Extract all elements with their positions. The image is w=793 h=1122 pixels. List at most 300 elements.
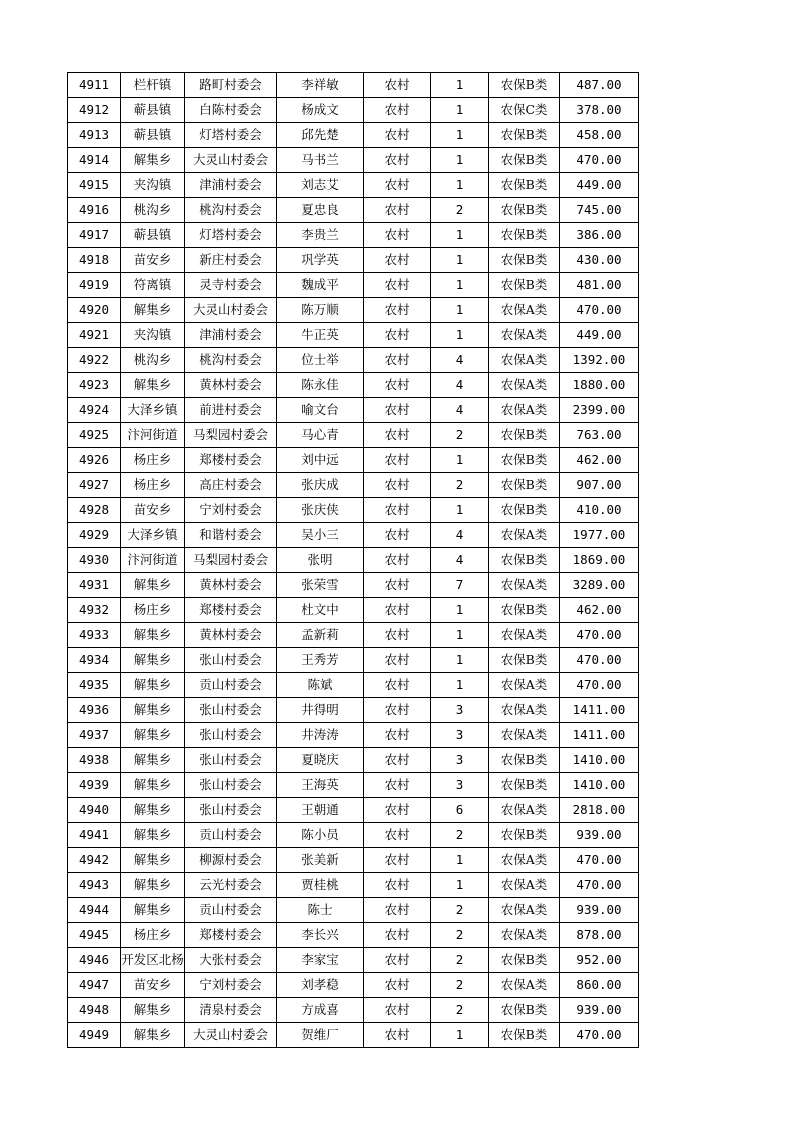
cell-area: 农村	[364, 798, 431, 823]
cell-amount: 470.00	[560, 673, 639, 698]
cell-area: 农村	[364, 248, 431, 273]
cell-amount: 2818.00	[560, 798, 639, 823]
cell-id: 4936	[68, 698, 121, 723]
cell-name: 贾桂桃	[277, 873, 364, 898]
cell-amount: 410.00	[560, 498, 639, 523]
cell-town: 解集乡	[121, 298, 185, 323]
cell-area: 农村	[364, 98, 431, 123]
cell-village: 云光村委会	[185, 873, 277, 898]
cell-town: 解集乡	[121, 573, 185, 598]
table-row	[68, 348, 639, 373]
cell-area: 农村	[364, 548, 431, 573]
cell-id: 4942	[68, 848, 121, 873]
cell-id: 4925	[68, 423, 121, 448]
cell-category: 农保B类	[489, 998, 560, 1023]
cell-id: 4922	[68, 348, 121, 373]
table-row	[68, 523, 639, 548]
cell-amount: 1410.00	[560, 773, 639, 798]
cell-count: 2	[431, 198, 489, 223]
cell-category: 农保B类	[489, 448, 560, 473]
cell-category: 农保A类	[489, 323, 560, 348]
cell-area: 农村	[364, 148, 431, 173]
cell-amount: 907.00	[560, 473, 639, 498]
cell-category: 农保B类	[489, 498, 560, 523]
cell-village: 贡山村委会	[185, 898, 277, 923]
cell-amount: 952.00	[560, 948, 639, 973]
cell-amount: 763.00	[560, 423, 639, 448]
table-row	[68, 648, 639, 673]
cell-id: 4944	[68, 898, 121, 923]
cell-name: 张荣雪	[277, 573, 364, 598]
cell-name: 李长兴	[277, 923, 364, 948]
cell-town: 杨庄乡	[121, 598, 185, 623]
cell-category: 农保A类	[489, 973, 560, 998]
cell-category: 农保A类	[489, 898, 560, 923]
cell-town: 杨庄乡	[121, 923, 185, 948]
cell-category: 农保A类	[489, 398, 560, 423]
cell-category: 农保B类	[489, 248, 560, 273]
cell-area: 农村	[364, 673, 431, 698]
cell-category: 农保B类	[489, 823, 560, 848]
cell-village: 大灵山村委会	[185, 298, 277, 323]
cell-town: 苗安乡	[121, 973, 185, 998]
cell-name: 张明	[277, 548, 364, 573]
cell-area: 农村	[364, 748, 431, 773]
cell-name: 刘志艾	[277, 173, 364, 198]
cell-amount: 470.00	[560, 848, 639, 873]
cell-count: 1	[431, 648, 489, 673]
table-row	[68, 623, 639, 648]
cell-id: 4923	[68, 373, 121, 398]
cell-name: 夏晓庆	[277, 748, 364, 773]
cell-category: 农保A类	[489, 523, 560, 548]
cell-category: 农保B类	[489, 223, 560, 248]
cell-amount: 449.00	[560, 323, 639, 348]
cell-name: 王秀芳	[277, 648, 364, 673]
cell-town: 解集乡	[121, 698, 185, 723]
cell-village: 贡山村委会	[185, 673, 277, 698]
cell-area: 农村	[364, 223, 431, 248]
cell-amount: 939.00	[560, 898, 639, 923]
cell-name: 陈万顺	[277, 298, 364, 323]
cell-id: 4929	[68, 523, 121, 548]
table-row	[68, 773, 639, 798]
cell-name: 贺维厂	[277, 1023, 364, 1048]
cell-name: 张庆成	[277, 473, 364, 498]
cell-town: 解集乡	[121, 1023, 185, 1048]
cell-count: 2	[431, 973, 489, 998]
cell-town: 杨庄乡	[121, 473, 185, 498]
cell-town: 解集乡	[121, 848, 185, 873]
table-row	[68, 873, 639, 898]
cell-village: 白陈村委会	[185, 98, 277, 123]
cell-count: 4	[431, 548, 489, 573]
cell-town: 夹沟镇	[121, 173, 185, 198]
cell-count: 4	[431, 523, 489, 548]
cell-category: 农保B类	[489, 123, 560, 148]
cell-category: 农保B类	[489, 598, 560, 623]
cell-name: 陈斌	[277, 673, 364, 698]
table-row	[68, 823, 639, 848]
cell-amount: 1410.00	[560, 748, 639, 773]
cell-town: 蕲县镇	[121, 98, 185, 123]
cell-count: 2	[431, 948, 489, 973]
cell-town: 蕲县镇	[121, 223, 185, 248]
cell-area: 农村	[364, 973, 431, 998]
cell-id: 4918	[68, 248, 121, 273]
cell-category: 农保B类	[489, 148, 560, 173]
table-row	[68, 298, 639, 323]
cell-village: 黄林村委会	[185, 623, 277, 648]
cell-category: 农保B类	[489, 173, 560, 198]
cell-count: 1	[431, 598, 489, 623]
cell-id: 4939	[68, 773, 121, 798]
cell-category: 农保A类	[489, 623, 560, 648]
cell-area: 农村	[364, 198, 431, 223]
cell-village: 津浦村委会	[185, 173, 277, 198]
cell-town: 解集乡	[121, 898, 185, 923]
cell-town: 蕲县镇	[121, 123, 185, 148]
cell-village: 张山村委会	[185, 773, 277, 798]
cell-town: 解集乡	[121, 748, 185, 773]
cell-village: 张山村委会	[185, 698, 277, 723]
cell-id: 4913	[68, 123, 121, 148]
cell-village: 路町村委会	[185, 73, 277, 98]
cell-village: 郑楼村委会	[185, 923, 277, 948]
cell-town: 汴河街道	[121, 423, 185, 448]
cell-amount: 487.00	[560, 73, 639, 98]
cell-amount: 1869.00	[560, 548, 639, 573]
cell-area: 农村	[364, 623, 431, 648]
cell-amount: 1977.00	[560, 523, 639, 548]
cell-area: 农村	[364, 298, 431, 323]
table-row	[68, 123, 639, 148]
cell-town: 解集乡	[121, 998, 185, 1023]
cell-town: 解集乡	[121, 648, 185, 673]
cell-village: 新庄村委会	[185, 248, 277, 273]
cell-amount: 430.00	[560, 248, 639, 273]
table-row	[68, 473, 639, 498]
cell-village: 张山村委会	[185, 648, 277, 673]
cell-name: 马书兰	[277, 148, 364, 173]
cell-town: 解集乡	[121, 148, 185, 173]
cell-town: 杨庄乡	[121, 448, 185, 473]
table-row	[68, 548, 639, 573]
cell-area: 农村	[364, 848, 431, 873]
table-row	[68, 573, 639, 598]
cell-village: 张山村委会	[185, 748, 277, 773]
cell-amount: 470.00	[560, 298, 639, 323]
cell-amount: 462.00	[560, 448, 639, 473]
cell-name: 吴小三	[277, 523, 364, 548]
cell-village: 桃沟村委会	[185, 348, 277, 373]
cell-category: 农保A类	[489, 798, 560, 823]
table-row	[68, 423, 639, 448]
table-row	[68, 673, 639, 698]
table-row	[68, 1023, 639, 1048]
cell-category: 农保B类	[489, 273, 560, 298]
cell-id: 4934	[68, 648, 121, 673]
table-row	[68, 498, 639, 523]
cell-count: 1	[431, 873, 489, 898]
cell-category: 农保A类	[489, 573, 560, 598]
cell-count: 7	[431, 573, 489, 598]
cell-name: 魏成平	[277, 273, 364, 298]
cell-id: 4914	[68, 148, 121, 173]
cell-village: 马梨园村委会	[185, 423, 277, 448]
cell-category: 农保B类	[489, 73, 560, 98]
cell-name: 张美新	[277, 848, 364, 873]
cell-amount: 745.00	[560, 198, 639, 223]
cell-count: 2	[431, 823, 489, 848]
cell-area: 农村	[364, 698, 431, 723]
cell-name: 李祥敏	[277, 73, 364, 98]
records-body	[68, 73, 639, 1048]
cell-village: 张山村委会	[185, 723, 277, 748]
cell-village: 清泉村委会	[185, 998, 277, 1023]
cell-id: 4937	[68, 723, 121, 748]
cell-area: 农村	[364, 348, 431, 373]
cell-area: 农村	[364, 423, 431, 448]
cell-area: 农村	[364, 1023, 431, 1048]
cell-category: 农保A类	[489, 673, 560, 698]
cell-amount: 1411.00	[560, 723, 639, 748]
cell-area: 农村	[364, 273, 431, 298]
cell-area: 农村	[364, 73, 431, 98]
cell-area: 农村	[364, 323, 431, 348]
cell-name: 陈永佳	[277, 373, 364, 398]
cell-area: 农村	[364, 473, 431, 498]
cell-id: 4919	[68, 273, 121, 298]
cell-id: 4948	[68, 998, 121, 1023]
cell-amount: 470.00	[560, 648, 639, 673]
cell-amount: 470.00	[560, 623, 639, 648]
cell-village: 灯塔村委会	[185, 223, 277, 248]
cell-amount: 378.00	[560, 98, 639, 123]
cell-amount: 3289.00	[560, 573, 639, 598]
cell-category: 农保B类	[489, 648, 560, 673]
cell-name: 杜文中	[277, 598, 364, 623]
cell-village: 前进村委会	[185, 398, 277, 423]
cell-category: 农保B类	[489, 198, 560, 223]
table-row	[68, 698, 639, 723]
cell-id: 4917	[68, 223, 121, 248]
cell-amount: 481.00	[560, 273, 639, 298]
cell-name: 杨成文	[277, 98, 364, 123]
table-row	[68, 323, 639, 348]
cell-area: 农村	[364, 523, 431, 548]
cell-area: 农村	[364, 723, 431, 748]
cell-name: 李贵兰	[277, 223, 364, 248]
cell-village: 马梨园村委会	[185, 548, 277, 573]
cell-town: 汴河街道	[121, 548, 185, 573]
table-row	[68, 448, 639, 473]
cell-village: 大张村委会	[185, 948, 277, 973]
table-row	[68, 373, 639, 398]
cell-village: 黄林村委会	[185, 573, 277, 598]
cell-name: 陈士	[277, 898, 364, 923]
cell-category: 农保A类	[489, 848, 560, 873]
cell-amount: 2399.00	[560, 398, 639, 423]
cell-id: 4946	[68, 948, 121, 973]
table-row	[68, 923, 639, 948]
cell-area: 农村	[364, 948, 431, 973]
cell-count: 1	[431, 123, 489, 148]
cell-amount: 462.00	[560, 598, 639, 623]
cell-category: 农保A类	[489, 698, 560, 723]
table-row	[68, 798, 639, 823]
cell-amount: 939.00	[560, 998, 639, 1023]
cell-village: 灵寺村委会	[185, 273, 277, 298]
cell-area: 农村	[364, 998, 431, 1023]
cell-count: 1	[431, 273, 489, 298]
table-row	[68, 948, 639, 973]
cell-amount: 939.00	[560, 823, 639, 848]
cell-name: 夏忠良	[277, 198, 364, 223]
cell-id: 4921	[68, 323, 121, 348]
cell-id: 4933	[68, 623, 121, 648]
cell-town: 苗安乡	[121, 498, 185, 523]
cell-count: 2	[431, 473, 489, 498]
cell-town: 解集乡	[121, 798, 185, 823]
table-row	[68, 898, 639, 923]
table-row	[68, 598, 639, 623]
cell-area: 农村	[364, 373, 431, 398]
cell-town: 开发区北杨	[121, 948, 185, 973]
cell-name: 王朝通	[277, 798, 364, 823]
cell-category: 农保B类	[489, 948, 560, 973]
table-row	[68, 998, 639, 1023]
cell-area: 农村	[364, 873, 431, 898]
cell-amount: 1392.00	[560, 348, 639, 373]
cell-name: 孟新莉	[277, 623, 364, 648]
cell-category: 农保B类	[489, 548, 560, 573]
table-row	[68, 973, 639, 998]
cell-id: 4949	[68, 1023, 121, 1048]
cell-area: 农村	[364, 448, 431, 473]
cell-id: 4930	[68, 548, 121, 573]
cell-town: 解集乡	[121, 673, 185, 698]
cell-category: 农保B类	[489, 1023, 560, 1048]
records-table	[67, 72, 639, 1048]
cell-id: 4927	[68, 473, 121, 498]
cell-town: 解集乡	[121, 773, 185, 798]
cell-amount: 470.00	[560, 873, 639, 898]
cell-count: 1	[431, 848, 489, 873]
cell-area: 农村	[364, 573, 431, 598]
cell-id: 4926	[68, 448, 121, 473]
cell-amount: 860.00	[560, 973, 639, 998]
cell-count: 3	[431, 748, 489, 773]
cell-village: 津浦村委会	[185, 323, 277, 348]
cell-village: 和谐村委会	[185, 523, 277, 548]
cell-area: 农村	[364, 598, 431, 623]
cell-count: 1	[431, 148, 489, 173]
cell-name: 刘孝稳	[277, 973, 364, 998]
cell-category: 农保A类	[489, 873, 560, 898]
cell-count: 2	[431, 998, 489, 1023]
cell-area: 农村	[364, 823, 431, 848]
cell-count: 1	[431, 298, 489, 323]
cell-name: 张庆侠	[277, 498, 364, 523]
cell-category: 农保B类	[489, 773, 560, 798]
table-row	[68, 848, 639, 873]
cell-count: 4	[431, 373, 489, 398]
cell-id: 4945	[68, 923, 121, 948]
cell-category: 农保A类	[489, 348, 560, 373]
cell-name: 牛正英	[277, 323, 364, 348]
cell-category: 农保A类	[489, 373, 560, 398]
cell-id: 4935	[68, 673, 121, 698]
cell-town: 桃沟乡	[121, 348, 185, 373]
cell-id: 4912	[68, 98, 121, 123]
cell-village: 贡山村委会	[185, 823, 277, 848]
cell-amount: 1411.00	[560, 698, 639, 723]
cell-count: 1	[431, 448, 489, 473]
cell-id: 4940	[68, 798, 121, 823]
cell-count: 1	[431, 498, 489, 523]
cell-amount: 458.00	[560, 123, 639, 148]
cell-town: 解集乡	[121, 623, 185, 648]
cell-area: 农村	[364, 498, 431, 523]
cell-count: 1	[431, 323, 489, 348]
table-row	[68, 248, 639, 273]
table-row	[68, 723, 639, 748]
cell-town: 栏杆镇	[121, 73, 185, 98]
cell-count: 2	[431, 898, 489, 923]
cell-count: 1	[431, 223, 489, 248]
cell-village: 宁刘村委会	[185, 973, 277, 998]
table-row	[68, 273, 639, 298]
cell-id: 4947	[68, 973, 121, 998]
cell-town: 夹沟镇	[121, 323, 185, 348]
cell-town: 符离镇	[121, 273, 185, 298]
cell-count: 1	[431, 1023, 489, 1048]
cell-name: 位士举	[277, 348, 364, 373]
cell-village: 大灵山村委会	[185, 1023, 277, 1048]
cell-id: 4920	[68, 298, 121, 323]
cell-count: 2	[431, 423, 489, 448]
cell-name: 李家宝	[277, 948, 364, 973]
cell-count: 2	[431, 923, 489, 948]
cell-id: 4916	[68, 198, 121, 223]
table-row	[68, 198, 639, 223]
cell-area: 农村	[364, 398, 431, 423]
cell-town: 大泽乡镇	[121, 398, 185, 423]
cell-category: 农保B类	[489, 423, 560, 448]
cell-village: 黄林村委会	[185, 373, 277, 398]
cell-name: 巩学英	[277, 248, 364, 273]
table-row	[68, 98, 639, 123]
cell-count: 1	[431, 673, 489, 698]
table-row	[68, 223, 639, 248]
cell-amount: 878.00	[560, 923, 639, 948]
cell-name: 方成喜	[277, 998, 364, 1023]
cell-village: 大灵山村委会	[185, 148, 277, 173]
cell-id: 4931	[68, 573, 121, 598]
cell-town: 苗安乡	[121, 248, 185, 273]
cell-id: 4911	[68, 73, 121, 98]
cell-id: 4941	[68, 823, 121, 848]
cell-area: 农村	[364, 648, 431, 673]
cell-village: 桃沟村委会	[185, 198, 277, 223]
cell-village: 灯塔村委会	[185, 123, 277, 148]
cell-count: 4	[431, 348, 489, 373]
cell-village: 张山村委会	[185, 798, 277, 823]
cell-amount: 449.00	[560, 173, 639, 198]
cell-town: 解集乡	[121, 373, 185, 398]
cell-category: 农保A类	[489, 298, 560, 323]
